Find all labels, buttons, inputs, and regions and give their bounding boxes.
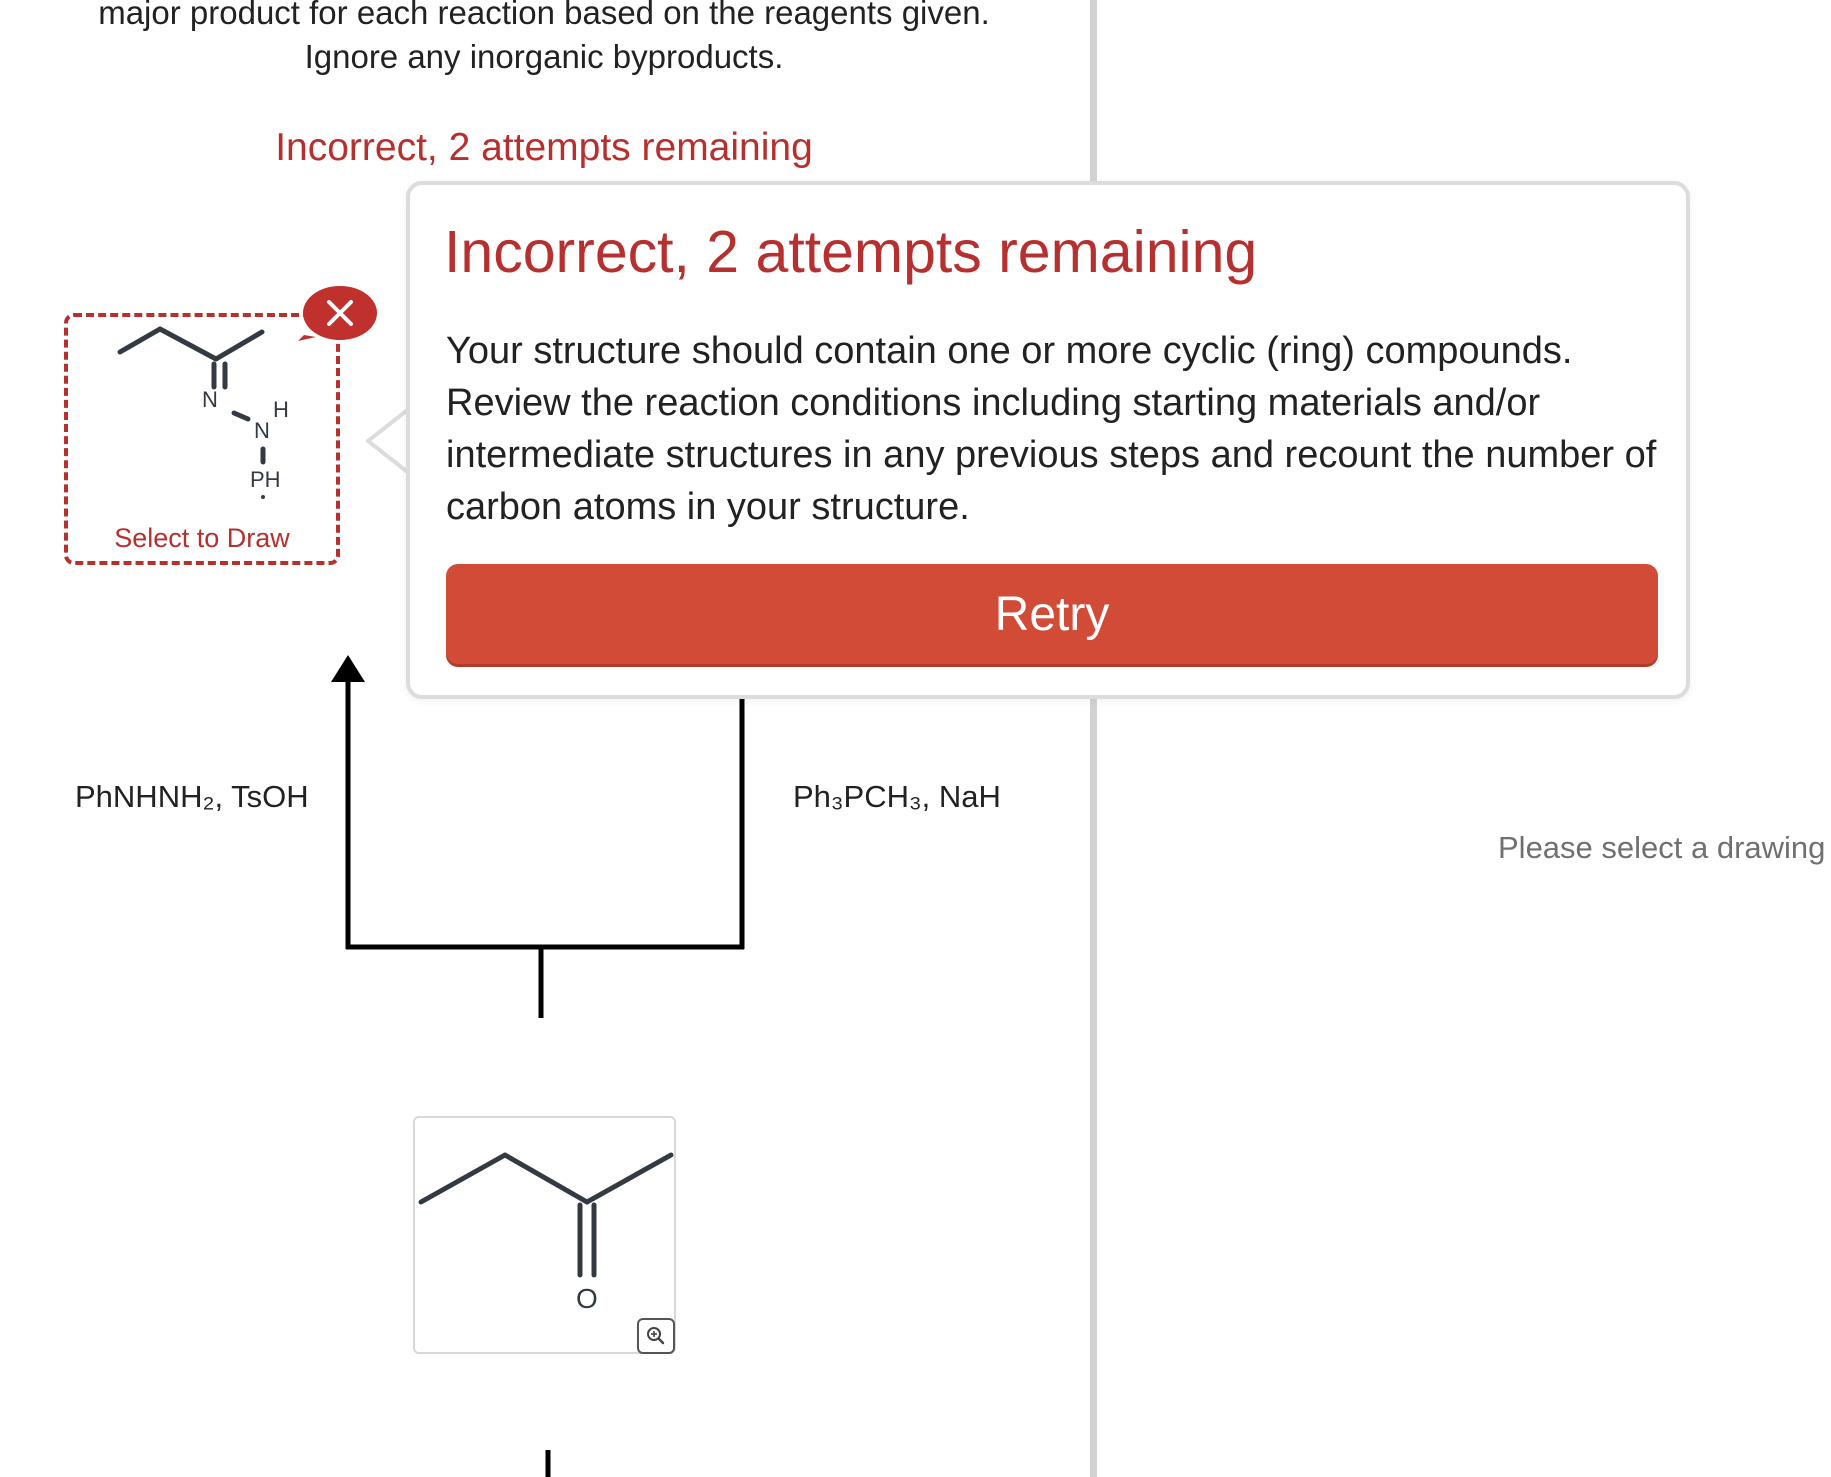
zoom-in-icon <box>639 1320 673 1352</box>
popover-pointer <box>364 408 412 474</box>
starting-material-box <box>413 1116 676 1354</box>
retry-button[interactable]: Retry <box>446 564 1658 664</box>
atom-h: H <box>273 397 289 422</box>
feedback-popover <box>406 181 1690 699</box>
atom-o: O <box>576 1283 598 1314</box>
atom-ph: PH <box>250 467 281 492</box>
right-panel-placeholder: Please select a drawing <box>1498 830 1826 865</box>
select-to-draw-label: Select to Draw <box>114 523 290 553</box>
zoom-in-button[interactable] <box>637 1318 675 1354</box>
close-x-icon[interactable] <box>290 285 378 345</box>
arrow-head-up <box>331 655 365 682</box>
atom-n2: N <box>254 418 270 443</box>
popover-title: Incorrect, 2 attempts remaining <box>444 219 1258 285</box>
instructions-line-1: major product for each reaction based on the reagents given. <box>98 0 990 31</box>
reagent-right: Ph₃PCH₃, NaH <box>793 779 1001 814</box>
lone-pair-dot <box>261 495 265 499</box>
reagent-left: PhNHNH₂, TsOH <box>75 779 309 814</box>
atom-n1: N <box>202 387 218 412</box>
starting-material-structure <box>415 1118 674 1352</box>
instructions-line-2: Ignore any inorganic byproducts. <box>304 38 784 75</box>
attempts-status: Incorrect, 2 attempts remaining <box>275 126 813 169</box>
popover-message: Your structure should contain one or more cyclic (ring) compounds. Review the reaction conditions including starting materials and/or intermediate structures in any previous steps and recount the number of carbon atoms in your structure. <box>446 330 1657 528</box>
answer-drawing-box[interactable] <box>64 313 340 565</box>
